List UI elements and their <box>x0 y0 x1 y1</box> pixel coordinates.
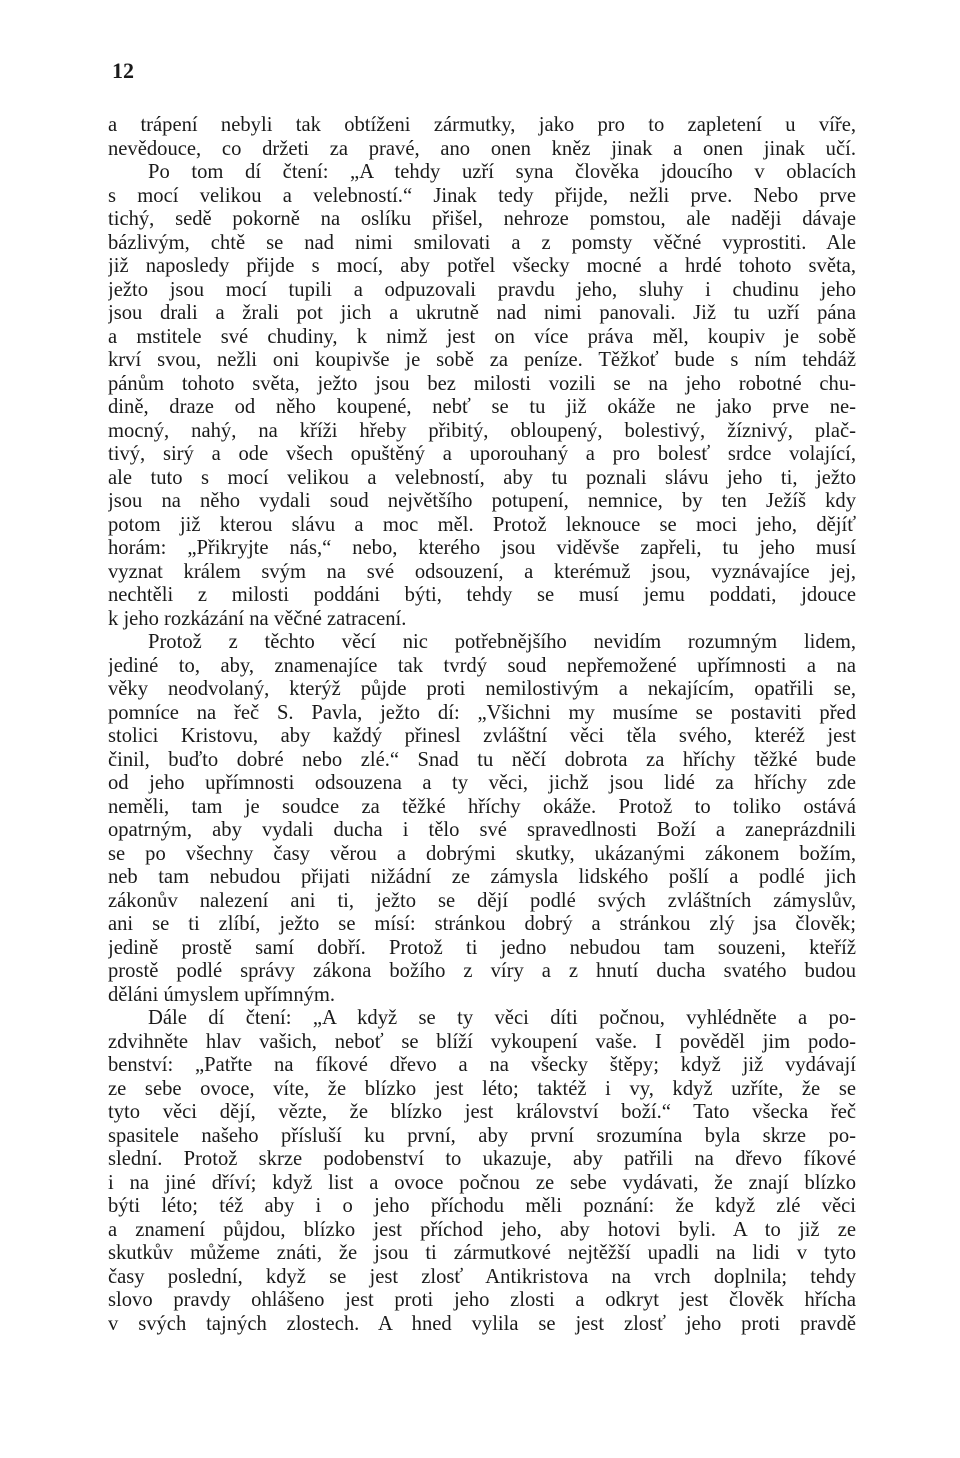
text-line: ani se ti zlíbí, ježto se mísí: stránkou dobrý a stránkou zlý jsa člověk; <box>108 913 856 935</box>
text-line: nevědouce, co držeti za pravé, ano onen kněz jinak a onen jinak učí. <box>108 137 856 160</box>
text-line: již naposledy přijde s mocí, aby potřel všecky mocné a hrdé tohoto světa, <box>108 255 856 277</box>
text-line: jediné to, aby, znamenajíce tak tvrdý soud nepřemožené upřímnosti a na <box>108 654 856 677</box>
text-line: krví svou, nežli oni koupivše je sobě za peníze. Těžkoť bude s ním tehdáž <box>108 349 856 371</box>
text-line: benství: „Patřte na fíkové dřevo a na všecky štěpy; když již vydávají <box>108 1054 856 1076</box>
text-line: neměli, tam je soudce za těžké hříchy okáže. Protož to toliko ostává <box>108 795 856 818</box>
text-line: pomníce na řeč S. Pavla, ježto dí: „Všichni my musíme se postaviti před <box>108 701 856 724</box>
text-line: potom již kterou slávu a moc měl. Protož leknouce se moci jeho, dějíť <box>108 513 856 536</box>
text-line: se po všechny časy věrou a dobrými skutky, ukázanými zákonem božím, <box>108 842 856 865</box>
text-line: a trápení nebyli tak obtíženi zármutky, jako pro to zapletení u víře, <box>108 114 856 136</box>
text-line: ze sebe ovoce, víte, že blízko jest léto; taktéž i vy, když uzříte, že se <box>108 1077 856 1100</box>
text-line: stolici Kristovu, aby každý přinesl zvláštní věci těla svého, kteréž jest <box>108 725 856 747</box>
text-line: zdvihněte hlav vašich, neboť se blíží vykoupení vaše. I pověděl jim podo- <box>108 1030 856 1053</box>
text-line: i na jiné dříví; když list a ovoce počnou ze sebe vydávati, že znají blízko <box>108 1171 856 1194</box>
text-line: mocný, nahý, na kříži hřeby přibitý, obloupený, bolestivý, žíznivý, plač- <box>108 419 856 442</box>
page-number: 12 <box>112 58 134 83</box>
text-line: horám: „Přikryjte nás,“ nebo, kterého jsou viděvše zapřeli, tu jeho musí <box>108 537 856 559</box>
text-line: Po tom dí čtení: „A tehdy uzří syna člověka jdoucího v oblacích <box>148 161 856 183</box>
text-line: pánům tohoto světa, ježto jsou bez milosti vozili se na jeho robotné chu- <box>108 372 856 395</box>
text-line: skutkův můžeme znáti, že jsou ti zármutkové nejtěžší upadli na lidi v tyto <box>108 1242 856 1264</box>
text-line: dině, draze od něho koupené, nebť se tu již okáže ne jako prve ne- <box>108 396 856 418</box>
text-line: nechtěli z milosti poddáni býti, tehdy se musí jemu poddati, jdouce <box>108 584 856 606</box>
text-line: spasitele našeho přísluší ku první, aby první srozumína byla skrze po- <box>108 1124 856 1147</box>
text-line: slovo pravdy ohlášeno jest proti jeho zlosti a odkryt jest člověk hřícha <box>108 1289 856 1311</box>
text-line: k jeho rozkázání na věčné zatracení. <box>108 607 407 630</box>
text-line: slední. Protož skrze podobenství to ukazuje, aby patřili na dřevo fíkové <box>108 1148 856 1170</box>
text-line: prostě podlé správy zákona božího z víry a z hnutí ducha svatého budou <box>108 960 856 982</box>
text-line: s mocí velikou a velebností.“ Jinak tedy přijde, nežli prve. Nebo prve <box>108 184 856 207</box>
text-line: bázlivým, chtě se nad nimi smilovati a z pomsty věčné vyprostiti. Ale <box>108 231 856 254</box>
text-line: opatrným, aby vydali ducha i tělo své spravedlnosti Boží a zaneprázdnili <box>108 819 856 841</box>
text-line: činil, buďto dobré nebo zlé.“ Snad tu něčí dobrota za hříchy těžké bude <box>108 748 856 771</box>
text-line: časy poslední, když se jest zlosť Antikristova na vrch doplnila; tehdy <box>108 1265 856 1288</box>
text-line: jsou na něho vydali soud největšího potupení, nemnice, by ten Ježíš kdy <box>108 490 856 512</box>
text-line: věky neodvolaný, kterýž půjde proti nemilostivým a nekajícím, opatřili se, <box>108 678 856 700</box>
text-line: jsou drali a žrali pot jich a ukrutně nad nimi panovali. Již tu uzří pána <box>108 302 856 324</box>
text-line: neb tam nebudou přijati nižádní ze zámysla lidského pošlí a podlé jich <box>108 866 856 888</box>
body-text <box>108 114 856 1336</box>
text-line: Protož z těchto věcí nic potřebnějšího nevidím rozumným lidem, <box>148 631 856 653</box>
text-line: a znamení půjdou, blízko jest příchod jeho, aby hotovi byli. A to již ze <box>108 1218 856 1241</box>
text-line: jedině prostě samí dobří. Protož ti jedno nebudou tam souzeni, kteříž <box>108 936 856 959</box>
text-line: vyznat králem svým na své odsouzení, a kterémuž jsou, vyznávajíce jej, <box>108 560 856 583</box>
text-line: tivý, sirý a ode všech opuštěný a uporouhaný a pro bolesť srdce volající, <box>108 443 856 465</box>
text-line: Dále dí čtení: „A když se ty věci díti počnou, vyhlédněte a po- <box>148 1007 856 1029</box>
text-line: od jeho upřímnosti odsouzena a ty věci, jichž jsou lidé za hříchy zde <box>108 772 856 794</box>
text-line: v svých tajných zlostech. A hned vylila se jest zlosť jeho proti pravdě <box>108 1312 856 1335</box>
text-line: býti léto; též aby i o jeho příchodu měli poznání: že když zlé věci <box>108 1195 856 1217</box>
text-line: zákonův nalezení ani ti, ježto se dějí podlé svých zvláštních zámyslův, <box>108 889 856 912</box>
text-line: a mstitele své chudiny, k nimž jest on více práva měl, koupiv je sobě <box>108 325 856 348</box>
text-line: tichý, sedě pokorně na oslíku přišel, nehroze pomstou, ale naději dávaje <box>108 208 856 230</box>
text-line: ale tuto s mocí velikou a velebností, aby tu poznali slávu jeho ti, ježto <box>108 466 856 489</box>
text-line: děláni úmyslem upřímným. <box>108 983 336 1006</box>
text-line: ježto jsou mocí tupili a odpuzovali pravdu jeho, sluhy i chudinu jeho <box>108 278 856 301</box>
text-line: tyto věci dějí, vězte, že blízko jest království boží.“ Tato všecka řeč <box>108 1101 856 1123</box>
